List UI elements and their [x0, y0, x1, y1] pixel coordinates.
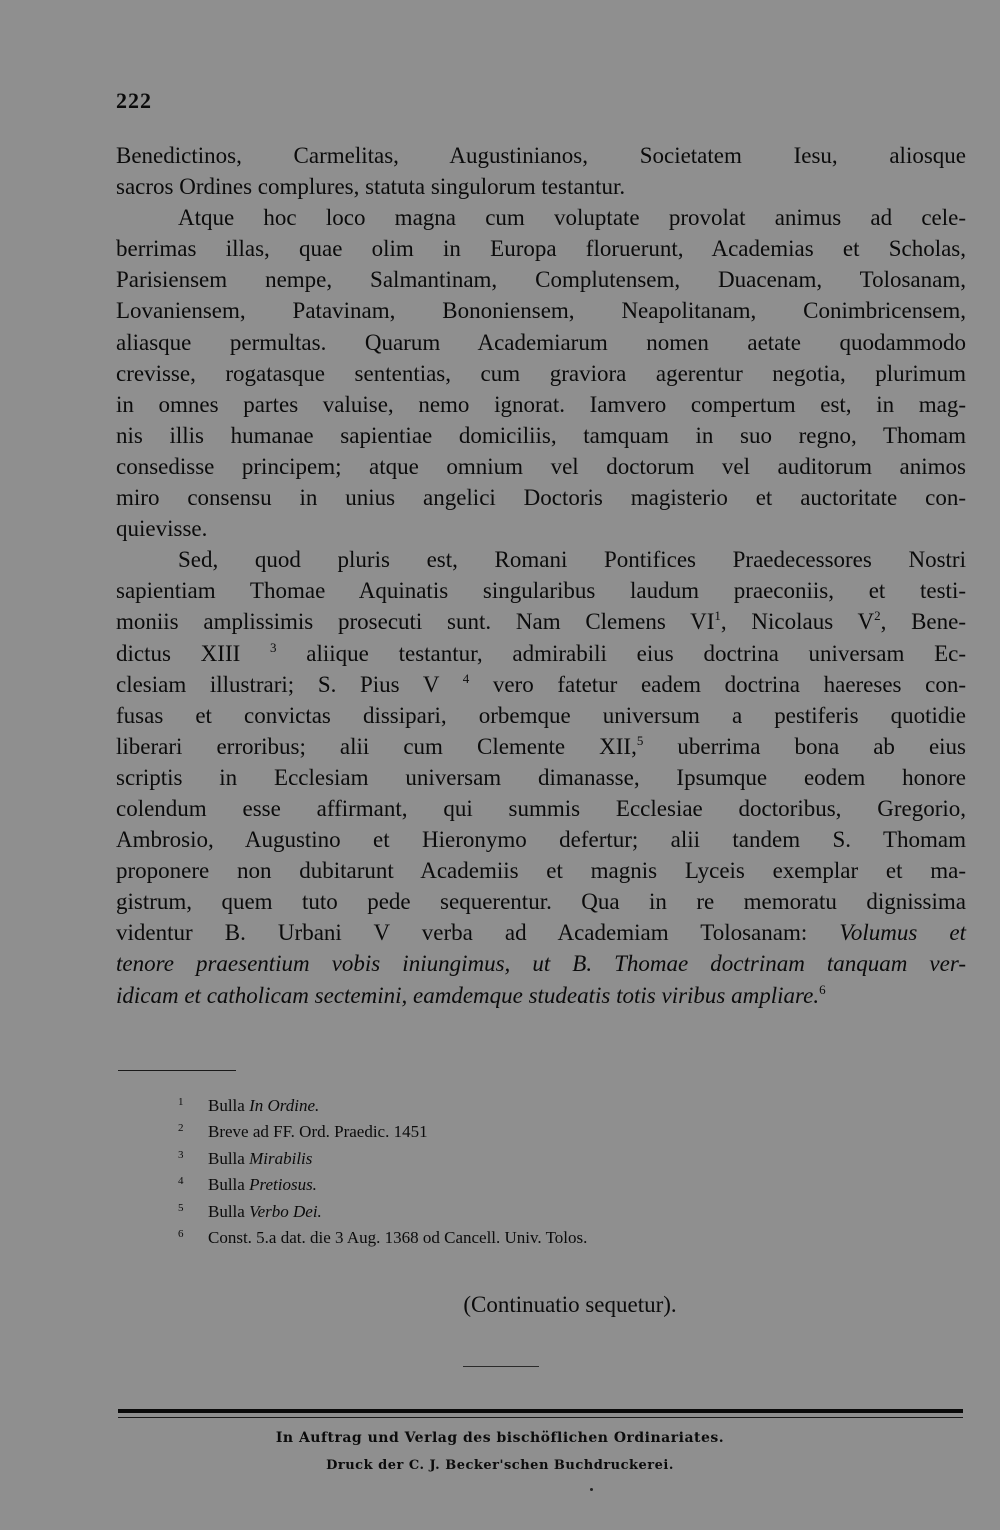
- footnote-ref: 5: [636, 732, 644, 748]
- footnote: [178, 1093, 587, 1119]
- body-line-part: moniis amplissimis prosecuti sunt. Nam Clemens VI: [116, 609, 715, 635]
- printer-imprint: Druck der C. J. Becker'schen Buchdruckerei.: [326, 1458, 674, 1473]
- footnote: [178, 1119, 587, 1145]
- body-line-part: dictus XIII: [116, 640, 241, 666]
- italic-quote: tenore praesentium vobis iniungimus, ut B. Thomae doctrinam tanquam ver-: [116, 951, 966, 977]
- body-line-part: videntur B. Urbani V verba ad Academiam Tolosanam:: [116, 920, 808, 946]
- italic-quote: Volumus et: [839, 920, 966, 946]
- continuation-note: [0, 1292, 1000, 1318]
- footnote-title: In Ordine.: [249, 1096, 320, 1115]
- footnote-text: Bulla: [208, 1201, 245, 1221]
- body-line: [116, 731, 966, 762]
- footnote-number: 6: [178, 1227, 184, 1240]
- body-line: [116, 669, 966, 700]
- footnote-text: Const. 5.a dat. die 3 Aug. 1368 od Cancell. Univ. Tolos.: [208, 1227, 588, 1247]
- body-line: [116, 638, 966, 669]
- body-line: [116, 917, 966, 948]
- body-line: sapientiam Thomae Aquinatis singularibus laudum praeconiis, et testi-: [116, 578, 966, 604]
- footnote-ref: 6: [819, 981, 826, 997]
- body-line: Parisiensem nempe, Salmantinam, Complutensem, Duacenam, Tolosanam,: [116, 267, 966, 293]
- body-line: aliasque permultas. Quarum Academiarum nomen aetate quodammodo: [116, 329, 966, 355]
- decorative-dot: [590, 1488, 593, 1491]
- body-line: colendum esse affirmant, qui summis Ecclesiae doctoribus, Gregorio,: [116, 795, 966, 821]
- body-line-part: , Nicolaus V: [720, 609, 875, 635]
- body-line: scriptis in Ecclesiam universam dimanasse, Ipsumque eodem honore: [116, 764, 966, 790]
- body-line: gistrum, quem tuto pede sequerentur. Qua in re memoratu dignissima: [116, 889, 966, 915]
- body-line: nis illis humanae sapientiae domiciliis, tamquam in suo regno, Thomam: [116, 422, 966, 448]
- footnote-title: Mirabilis: [249, 1148, 313, 1168]
- footnote-number: 5: [178, 1201, 184, 1214]
- footnote: [178, 1225, 587, 1251]
- footnote-title: Pretiosus.: [249, 1175, 317, 1195]
- footnote-ref: 1: [714, 608, 721, 624]
- body-line-part: vero fatetur eadem doctrina haereses con-: [492, 671, 966, 697]
- body-line: miro consensu in unius angelici Doctoris magisterio et auctoritate con-: [116, 485, 966, 511]
- body-line: berrimas illas, quae olim in Europa floruerunt, Academias et Scholas,: [116, 236, 966, 262]
- footnote-number: 4: [178, 1175, 184, 1188]
- continuation-text: (Continuatio sequetur).: [463, 1292, 677, 1317]
- body-line: fusas et convictas dissipari, orbemque universum a pestiferis quotidie: [116, 702, 966, 728]
- body-line-part: clesiam illustrari; S. Pius V: [116, 671, 440, 697]
- body-line: crevisse, rogatasque sententias, cum graviora agerentur negotia, plurimum: [116, 360, 966, 386]
- footnote: [178, 1146, 587, 1172]
- imprint-thin-rule: [118, 1417, 963, 1418]
- body-line: consedisse principem; atque omnium vel doctorum vel auditorum animos: [116, 453, 966, 479]
- footnote-number: 1: [178, 1096, 184, 1108]
- body-text: [116, 140, 966, 1011]
- body-line-part: , Bene-: [880, 609, 966, 635]
- body-line-part: aliique testantur, admirabili eius doctrina universam Ec-: [306, 640, 967, 666]
- footnote-text: Bulla: [208, 1148, 245, 1168]
- footnote-ref: 3: [270, 639, 277, 655]
- ornamental-rule: [463, 1366, 539, 1367]
- body-line: Benedictinos, Carmelitas, Augustinianos, Societatem Iesu, aliosque: [116, 143, 966, 168]
- footnotes: [178, 1093, 587, 1251]
- body-line-part: liberari erroribus; alii cum Clemente XII,: [116, 733, 637, 759]
- body-line: proponere non dubitarunt Academiis et magnis Lyceis exemplar et ma-: [116, 858, 966, 884]
- footnote-text: Breve ad FF. Ord. Praedic. 1451: [208, 1122, 428, 1142]
- publisher-imprint: In Auftrag und Verlag des bischöflichen Ordinariates.: [275, 1430, 725, 1446]
- italic-quote: idicam et catholicam sectemini, eamdemque studeatis totis viribus ampliare.: [116, 982, 820, 1008]
- body-line: [116, 980, 966, 1011]
- footnote-title: Verbo Dei.: [249, 1201, 322, 1221]
- footnote-number: 3: [178, 1148, 184, 1161]
- imprint-thick-rule: [118, 1409, 963, 1413]
- body-line: Sed, quod pluris est, Romani Pontifices Praedecessores Nostri: [178, 547, 966, 573]
- body-line-part: uberrima bona ab eius: [677, 733, 967, 759]
- footnote-separator: [118, 1070, 236, 1071]
- body-line: [116, 606, 966, 637]
- body-line: quievisse.: [116, 516, 208, 542]
- body-line: Lovaniensem, Patavinam, Bononiensem, Neapolitanam, Conimbricensem,: [116, 298, 966, 324]
- body-line: Ambrosio, Augustino et Hieronymo defertur; alii tandem S. Thomam: [116, 827, 966, 853]
- body-line: in omnes partes valuise, nemo ignorat. Iamvero compertum est, in mag-: [116, 391, 966, 417]
- body-line: sacros Ordines complures, statuta singulorum testantur.: [116, 174, 626, 200]
- footnote-ref: 4: [462, 670, 470, 686]
- footnote-number: 2: [178, 1122, 184, 1135]
- footnote: [178, 1199, 587, 1225]
- footnote-text: Bulla: [208, 1096, 245, 1115]
- body-line: [116, 948, 966, 979]
- footnote-ref: 2: [874, 608, 881, 624]
- footnote: [178, 1172, 587, 1198]
- body-line: Atque hoc loco magna cum voluptate provolat animus ad cele-: [178, 205, 966, 231]
- page-number: 222: [116, 88, 152, 113]
- footnote-text: Bulla: [208, 1175, 245, 1195]
